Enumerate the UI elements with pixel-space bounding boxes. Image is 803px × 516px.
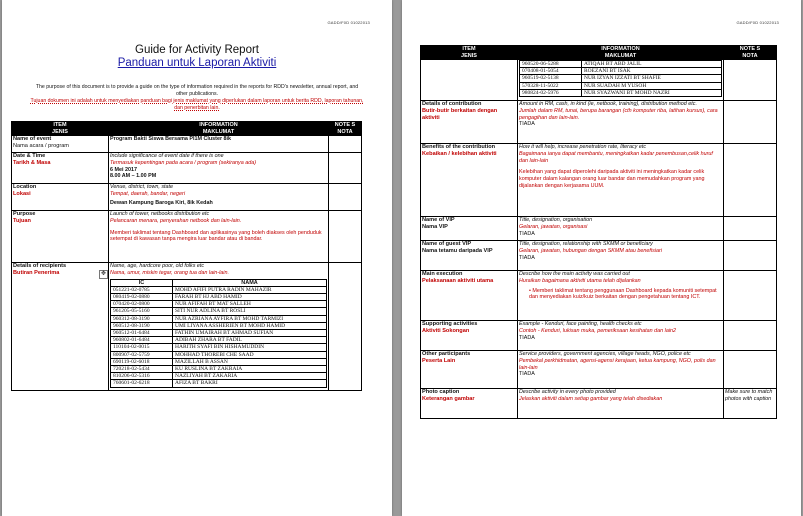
- recipient-name[interactable]: NUR AFIFAH BT MAT SALLEH: [173, 301, 327, 308]
- recipient-ic[interactable]: 961205-05-5160: [111, 308, 173, 315]
- recipient-name[interactable]: UMI LIYANA ASSHERIEN BT MOHD HAMID: [173, 322, 327, 329]
- row-benefits: [421, 144, 777, 217]
- row-supporting: [421, 321, 777, 351]
- guest-vip-label: Name of guest VIP: [422, 241, 472, 248]
- execution-hint: Describe how the main activity was carried out: [519, 271, 630, 278]
- recipient-name[interactable]: ADIBAH ZHARA BT FADIL: [173, 337, 327, 344]
- row-purpose: [12, 211, 362, 263]
- recipient-name[interactable]: KU RUSLINA BT ZAKRAIA: [173, 366, 327, 373]
- supporting-label-ms: Aktiviti Sokongan: [422, 328, 470, 335]
- recipient-ic[interactable]: 760601-02-6218: [111, 380, 173, 387]
- recipient-row: [111, 308, 327, 315]
- header-item: ITEM: [53, 122, 67, 128]
- recipient-name[interactable]: NUR AZRIANA AYFIRA BT MOHD TARMIZI: [173, 315, 327, 322]
- recipient-row: [111, 351, 327, 358]
- intro-malay: Tujuan dokumen ini adalah untuk menyediakan panduan bagi jenis maklumat yang diperlukan dalam laporan untuk berita RDD, laporan tahunan, dan penerbitan lain.: [30, 98, 364, 111]
- recipient-ic[interactable]: 080419-02-0880: [111, 294, 173, 301]
- recipient-ic[interactable]: 800907-02-5759: [111, 351, 173, 358]
- recipient-row: [111, 286, 327, 293]
- recipients-col-name: NAMA: [173, 279, 327, 286]
- recipient-name[interactable]: MOHHAD THOREBI CHE SAAD: [173, 351, 327, 358]
- contribution-hint: Amount in RM, cash, in kind (ie, netbook, training), distribution method etc.: [519, 101, 697, 108]
- recipient-row: [520, 68, 722, 75]
- document-code: GADD/F0D 01022013: [327, 20, 370, 25]
- recipient-ic[interactable]: 110104-02-0015: [111, 344, 173, 351]
- location-hint: Venue, district, town, state: [110, 184, 174, 190]
- purpose-label: Purpose: [13, 211, 36, 217]
- vip-label-ms: Nama VIP: [422, 224, 448, 231]
- recipient-ic[interactable]: 051221-02-0785: [111, 286, 173, 293]
- benefits-value[interactable]: Kelebihan yang dapat diperolehi daripada aktiviti ini meningkatkan kadar celik komputer dalam kalangan orang luar bandar dan memudahkan program yang dijalankan dengan kerjasama UUM.: [519, 169, 705, 189]
- execution-value: Memberi taklimat tentang penggunaan Dashboard kepada komuniti setempat dan menyediakan kuiz/kuiz berkaitan dengan pengetahuan tentang ICT.: [529, 287, 717, 301]
- header-info-ms: MAKLUMAT: [202, 128, 235, 135]
- intro-english: The purpose of this document is to provide a guide on the type of information required in the reports for RDD's newsletter, annual report, and other publications.: [35, 84, 359, 97]
- header-note-2: NOTE S: [739, 46, 761, 52]
- header-note: NOTE S: [334, 122, 356, 128]
- activity-table-page1: [11, 121, 362, 391]
- date-hint-ms: Termasuk kepentingan pada acara / program (sekiranya ada): [110, 159, 257, 166]
- benefits-hint: How it will help, increase penetration rate, literacy etc: [519, 144, 647, 151]
- recipient-ic[interactable]: 960520-06-5288: [520, 61, 582, 68]
- benefits-label: Benefits of the contribution: [422, 144, 496, 151]
- activity-table-page2: [420, 45, 777, 419]
- location-value[interactable]: Dewan Kampung Baroga Kiri, 8ik Kedah: [110, 199, 213, 206]
- row-recipients-cont: [421, 60, 777, 101]
- recipient-name[interactable]: ATIQAH BT ABD JALIL: [582, 61, 722, 68]
- location-label: Location: [13, 184, 37, 190]
- photo-label-ms: Keterangan gambar: [422, 396, 475, 403]
- execution-label: Main execution: [422, 271, 463, 278]
- header-item-2: ITEM: [462, 46, 476, 52]
- recipient-ic[interactable]: 960512-01-6484: [111, 330, 173, 337]
- supporting-value[interactable]: TIADA: [519, 334, 535, 341]
- purpose-hint: Launch of tower, netbooks distribution etc: [110, 211, 210, 217]
- recipient-name[interactable]: NAZLIYAH BT ZAKARIA: [173, 373, 327, 380]
- row-recipients: [12, 263, 362, 391]
- header-note-ms: NOTA: [337, 128, 353, 135]
- row-vip: [421, 217, 777, 241]
- recipient-row: [111, 373, 327, 380]
- recipient-name[interactable]: AFIZA BT BAKRI: [173, 380, 327, 387]
- execution-label-ms: Pelaksanaan aktiviti utama: [422, 278, 494, 285]
- recipient-row: [111, 358, 327, 365]
- recipient-ic[interactable]: 720218-02-5434: [111, 366, 173, 373]
- document-title: [2, 44, 392, 70]
- recipients-hint-ms: Nama, umur, miskin tegar, orang tua dan lain-lain.: [110, 269, 229, 276]
- row-guest-vip: [421, 241, 777, 271]
- document-page-2: [402, 0, 801, 516]
- contribution-hint-ms: Jumlah dalam RM, tunai, berupa barangan (cth komputer riba, latihan kursus), cara pengagihan dan lain-lain.: [519, 107, 718, 121]
- photo-label: Photo caption: [422, 389, 460, 396]
- guest-vip-hint-ms: Gelaran, jawatan, hubungan dengan SKMM atau benefisiari: [519, 247, 662, 254]
- contribution-label: Details of contribution: [422, 101, 482, 108]
- recipient-name[interactable]: HARITH SYAFI BIN HISHAMUDDIN: [173, 344, 327, 351]
- recipient-name[interactable]: ROEZANI BT ISAK: [582, 68, 722, 75]
- row-contribution: [421, 101, 777, 144]
- recipient-name[interactable]: MOHD AFIFI PUTRA RADIN MAHAZIR: [173, 286, 327, 293]
- recipient-row: [111, 322, 327, 329]
- document-page-1: [2, 0, 392, 516]
- recipient-row: [111, 366, 327, 373]
- document-code-2: GADD/F0D 01022013: [736, 20, 779, 25]
- contribution-label-ms: Butir-butir berkaitan dengan aktiviti: [422, 108, 498, 122]
- recipient-row: [520, 75, 722, 82]
- recipient-name[interactable]: NUR SYAZWANI BT MOHD NAZRI: [582, 89, 722, 96]
- recipient-row: [111, 337, 327, 344]
- recipient-row: [111, 294, 327, 301]
- photo-hint: Describe activity in every photo provided: [519, 389, 616, 396]
- location-label-ms: Lokasi: [13, 191, 31, 197]
- recipients-label-ms: Butiran Penerima: [13, 270, 60, 276]
- header-item-ms-2: JENIS: [461, 52, 477, 59]
- execution-bullet[interactable]: • Memberi taklimat tentang penggunaan Dashboard kepada komuniti setempat dan menyediakan kuiz/kuiz berkaitan dengan pengetahuan tentang ICT.: [529, 287, 717, 301]
- intro-text: [30, 84, 364, 112]
- recipient-row: [111, 344, 327, 351]
- recipient-name[interactable]: FATHIN UMAIRAH BT AHMAD SUFIAN: [173, 330, 327, 337]
- vip-hint: Title, designation, organisation: [519, 217, 593, 224]
- date-label-ms: Tarikh & Masa: [13, 160, 51, 166]
- purpose-hint-ms: Pelancaran menara, penyerahan netbook dan lain-lain.: [110, 217, 242, 224]
- vip-hint-ms: Gelaran, jawatan, organisasi: [519, 223, 588, 230]
- guest-vip-value[interactable]: TIADA: [519, 254, 535, 261]
- recipient-ic[interactable]: 070408-01-5054: [520, 68, 582, 75]
- row-date: [12, 153, 362, 184]
- date-hint: Include significance of event date if there is one: [110, 153, 224, 159]
- contribution-value[interactable]: TIADA: [519, 121, 535, 128]
- recipient-ic[interactable]: 960519-02-5138: [520, 75, 582, 82]
- execution-hint-ms: Huraikan bagaimana aktiviti utama telah dijalankan: [519, 277, 641, 284]
- recipient-ic[interactable]: 980824-02-5976: [520, 89, 582, 96]
- recipients-label: Details of recipients: [13, 263, 67, 269]
- supporting-hint-ms: Contoh - Kenduri, lukisan muka, pemeriksaan kesihatan dan lain2: [519, 327, 677, 334]
- recipient-ic[interactable]: 810206-02-5316: [111, 373, 173, 380]
- date-value[interactable]: 6 Mei 2017: [110, 166, 137, 173]
- table-header: [12, 122, 362, 136]
- recipient-row: [520, 89, 722, 96]
- row-participants: [421, 351, 777, 389]
- row-photo: [421, 389, 777, 419]
- recipient-ic[interactable]: 070420-02-0800: [111, 301, 173, 308]
- time-value[interactable]: 8.00 AM – 1.00 PM: [110, 173, 157, 180]
- recipient-ic[interactable]: 960312-08-3190: [111, 315, 173, 322]
- benefits-label-ms: Kebaikan / kelebihan aktiviti: [422, 151, 497, 158]
- title-malay: Panduan untuk Laporan Aktiviti: [117, 57, 277, 69]
- recipients-col-ic: IC: [111, 279, 173, 286]
- recipient-name[interactable]: SITI NUR ADLINA BT ROSLI: [173, 308, 327, 315]
- vip-value[interactable]: TIADA: [519, 230, 535, 237]
- recipients-table: [110, 279, 327, 388]
- participants-value[interactable]: TIADA: [519, 371, 535, 378]
- row-location: [12, 184, 362, 211]
- purpose-value[interactable]: Memberi taklimat tentang Dashboard dan aplikasinya yang boleh diakses oleh penduduk setempat di kawasan tanpa mengira luar bandar atau di bandar.: [110, 229, 322, 243]
- header-info-ms-2: MAKLUMAT: [604, 52, 637, 59]
- table-move-handle-icon[interactable]: ✥: [100, 271, 107, 277]
- header-info: INFORMATION: [199, 122, 238, 128]
- recipient-row: [520, 61, 722, 68]
- recipient-row: [111, 301, 327, 308]
- recipient-ic[interactable]: 570328-11-5022: [520, 82, 582, 89]
- supporting-hint: Example - Kenduri, face painting, health checks etc: [519, 321, 642, 328]
- title-english: Guide for Activity Report: [135, 44, 259, 56]
- header-item-ms: JENIS: [52, 128, 68, 135]
- participants-hint: Service providers, government agencies, village heads, NGO, police etc: [519, 351, 691, 358]
- header-info-2: INFORMATION: [601, 46, 640, 52]
- supporting-label: Supporting activities: [422, 321, 478, 328]
- event-label-ms: Nama acara / program: [13, 143, 69, 149]
- participants-label-ms: Peserta Lain: [422, 358, 456, 365]
- table-header-2: [421, 46, 777, 60]
- participants-label: Other participants: [422, 351, 471, 358]
- recipient-name[interactable]: MAZILLAH B ASSAN: [173, 358, 327, 365]
- recipient-name[interactable]: NUR IZYAN IZZATI BT SHAFIE: [582, 75, 722, 82]
- recipient-row: [111, 330, 327, 337]
- guest-vip-label-ms: Nama tetamu daripada VIP: [422, 248, 493, 255]
- photo-note: Make sure to match photos with caption: [724, 389, 777, 419]
- recipient-ic[interactable]: 690119-02-6018: [111, 358, 173, 365]
- recipient-ic[interactable]: 960512-08-3190: [111, 322, 173, 329]
- date-label: Date & Time: [13, 153, 46, 159]
- event-value[interactable]: Program Bakti Siswa Bersama PI1M Cluster 8ik: [109, 136, 329, 153]
- recipient-ic[interactable]: 960802-01-6484: [111, 337, 173, 344]
- row-execution: [421, 271, 777, 321]
- recipients-table-cont: [519, 60, 722, 97]
- header-note-ms-2: NOTA: [742, 52, 758, 59]
- recipient-row: [111, 315, 327, 322]
- benefits-hint-ms: Bagaimana ianya dapat membantu, meningkatkan kadar penembusan,celik huruf dan lain-lain: [519, 150, 713, 164]
- photo-hint-ms: Jelaskan aktiviti dalam setiap gambar yang telah disediakan: [519, 395, 663, 402]
- participants-hint-ms: Pembekal perkhidmatan, agensi-agensi kerajaan, ketua kampung, NGO, polis dan lain-lain: [519, 357, 716, 371]
- recipient-name[interactable]: FARAH BT HJ ABD HAMID: [173, 294, 327, 301]
- recipients-hint: Name, age, hardcore poor, old folks etc: [110, 263, 205, 269]
- purpose-label-ms: Tujuan: [13, 218, 31, 224]
- recipient-row: [520, 82, 722, 89]
- row-event: [12, 136, 362, 153]
- recipient-row: [111, 380, 327, 387]
- vip-label: Name of VIP: [422, 217, 455, 224]
- location-hint-ms: Tempat, daerah, bandar, negeri: [110, 190, 186, 197]
- recipient-name[interactable]: NUR SUADAH M YUSOH: [582, 82, 722, 89]
- event-label: Name of event: [13, 136, 52, 142]
- guest-vip-hint: Title, designation, relationship with SKMM or beneficiary: [519, 241, 653, 248]
